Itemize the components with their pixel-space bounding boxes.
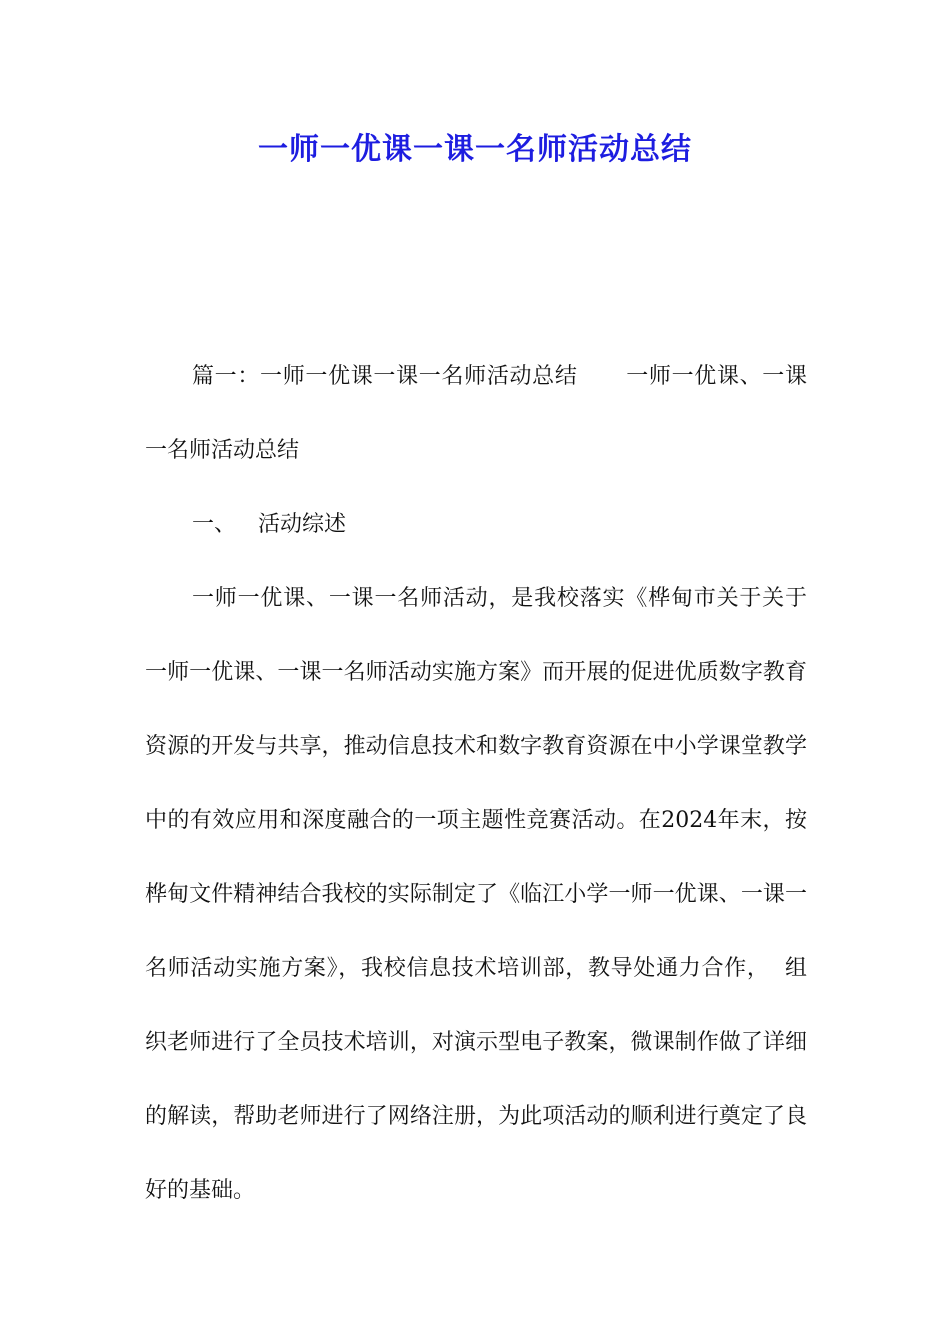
body-paragraph bbox=[145, 562, 807, 1228]
intro-paragraph bbox=[145, 340, 807, 488]
section-number: 一、 bbox=[192, 512, 237, 537]
intro-part-1: 篇一：一师一优课一课一名师活动总结 bbox=[192, 364, 578, 389]
body-paragraph-part-1: 一师一优课、一课一名师活动，是我校落实《桦甸市关于关于一师一优课、一课一名师活动实施方案》而开展的促进优质数字教育资源的开发与共享，推动信息技术和数字教育资源在中小学课堂教学中的有效应用和深度融合的一项主题性竞赛活动。在2024年末，按桦甸文件精神结合我校的实际制定了《临江小学一师一优课、一课一名师活动实施方案》，我校信息技术培训部，教导处通力合作， bbox=[145, 586, 807, 981]
body-paragraph-part-2: 组织老师进行了全员技术培训，对演示型电子教案，微课制作做了详细的解读，帮助老师进行了网络注册，为此项活动的顺利进行奠定了良好的基础。 bbox=[145, 956, 807, 1203]
document-body bbox=[145, 340, 807, 1228]
intro-part-2: 一师一优课、一课一名师活动总结 bbox=[145, 364, 807, 463]
section-title: 活动综述 bbox=[258, 512, 347, 537]
section-heading bbox=[145, 488, 807, 562]
document-title: 一师一优课一课一名师活动总结 bbox=[258, 132, 692, 167]
